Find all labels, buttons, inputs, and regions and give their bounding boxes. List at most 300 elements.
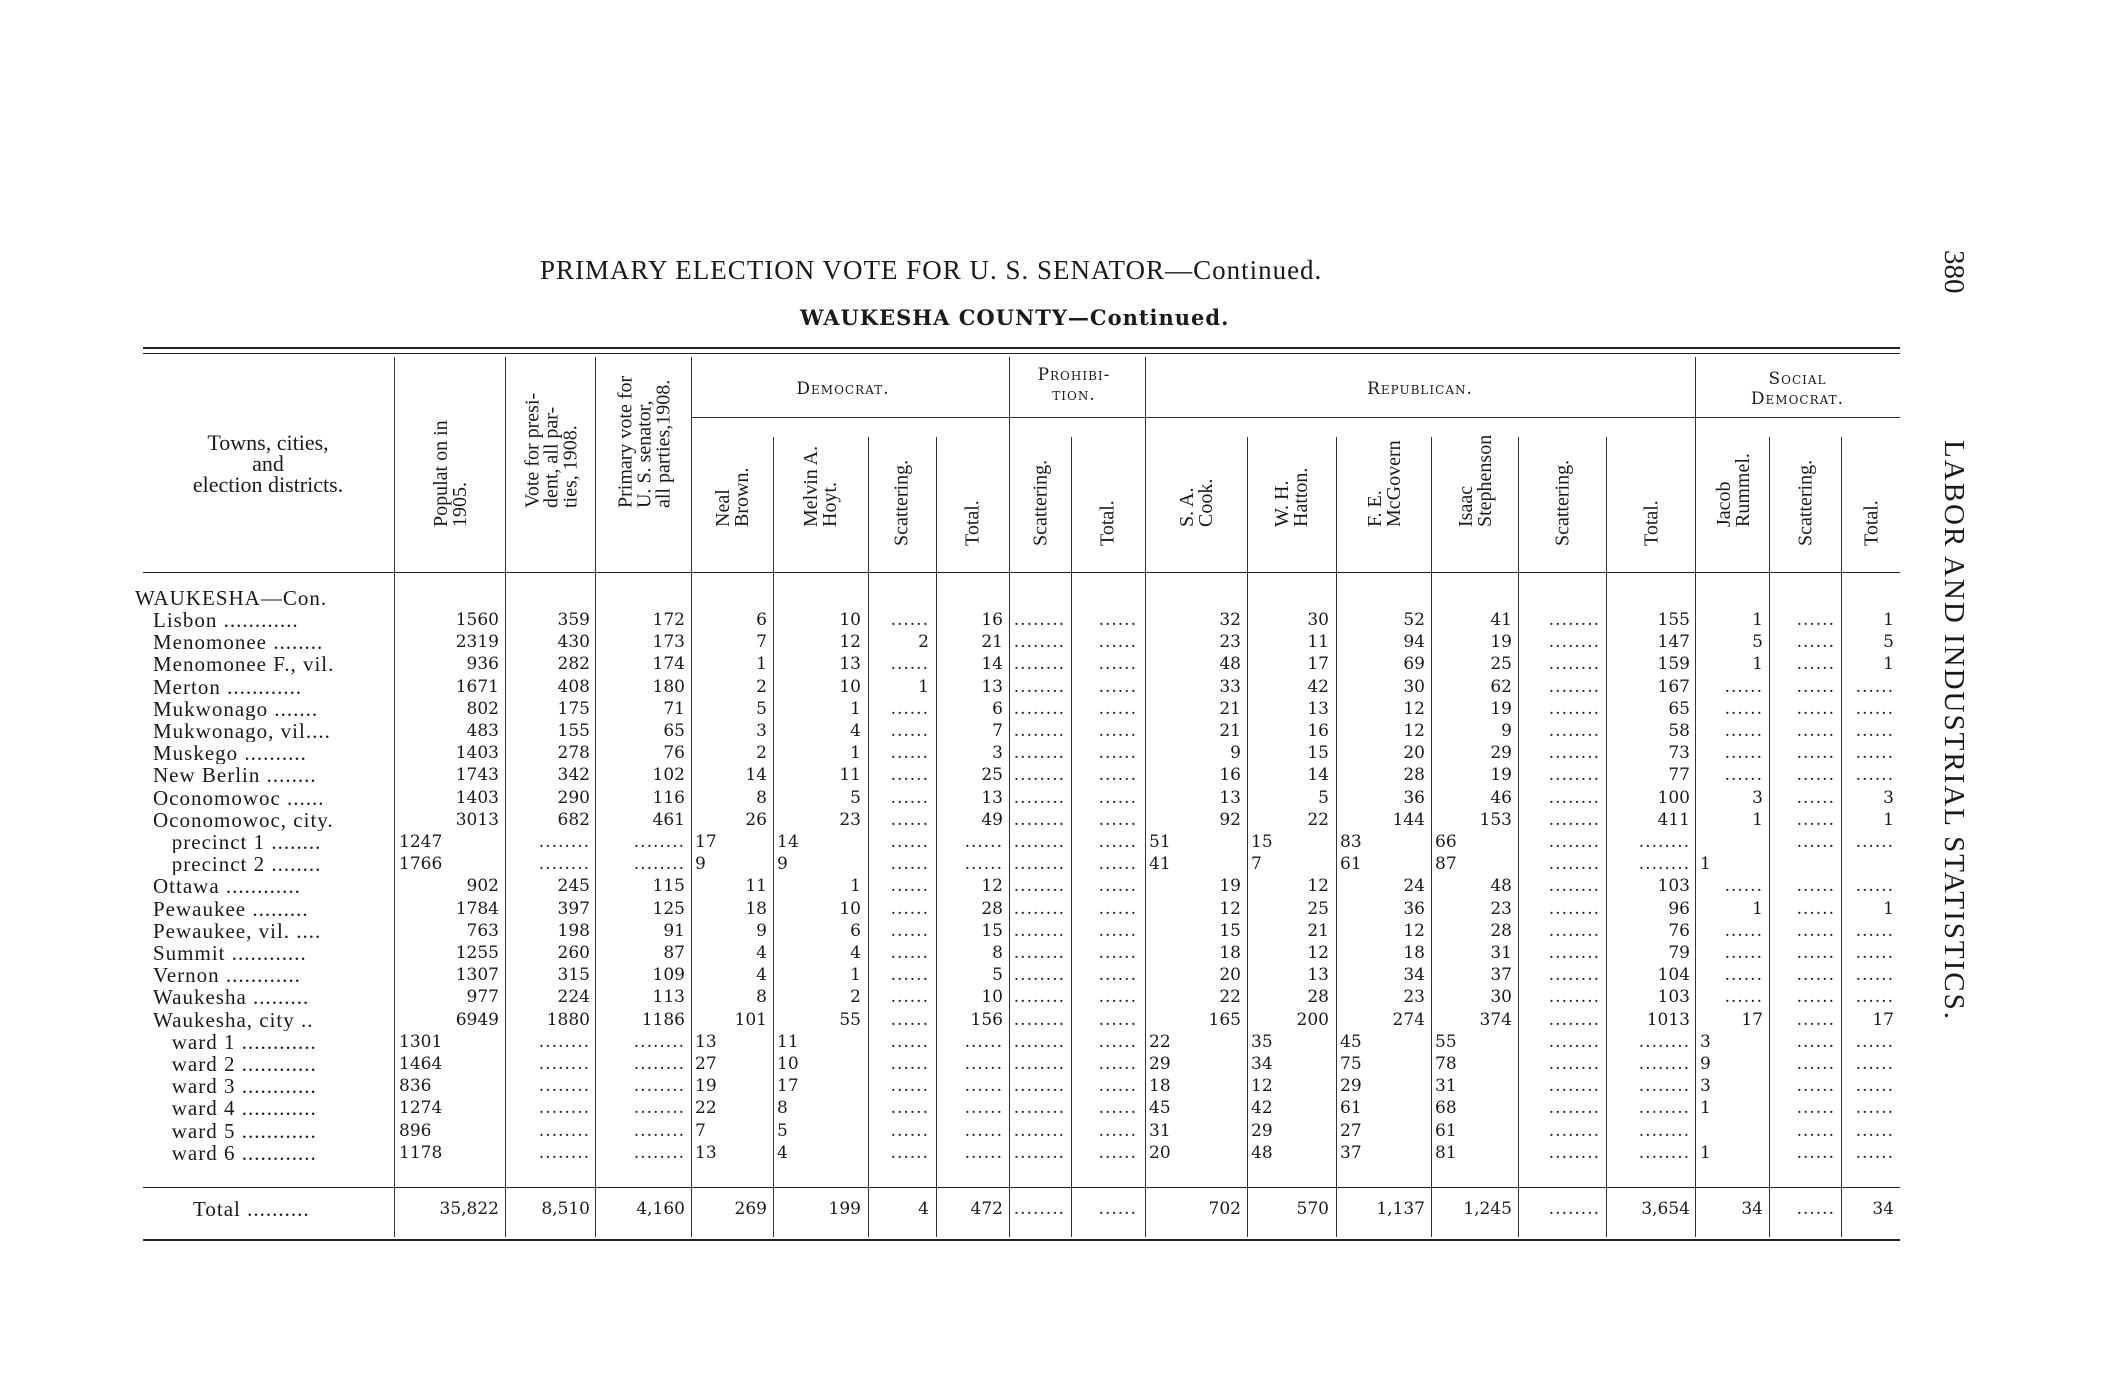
cell-r_sc: ........: [1548, 987, 1600, 1008]
cell-d_tot: 6: [992, 698, 1003, 719]
cell-mcg: 20: [1403, 743, 1425, 764]
cell-hatton: 22: [1307, 809, 1329, 830]
column-header: [1771, 422, 1841, 569]
cell-p_tot: ......: [1098, 1054, 1137, 1074]
cell-hatton: 29: [1251, 1120, 1273, 1141]
cell-r_tot: 76: [1668, 920, 1690, 941]
cell-p_sc: ........: [1013, 676, 1065, 697]
cell-pop: 1247: [399, 832, 443, 852]
cell-s_sc: ......: [1796, 765, 1835, 786]
cell-r_sc: ........: [1548, 721, 1600, 741]
cell-rummel: 1: [1752, 610, 1763, 630]
cell-steph: 41: [1490, 610, 1512, 630]
cell-d_tot: ......: [964, 1076, 1003, 1097]
column-header: [507, 367, 596, 569]
cell-pop: 1464: [399, 1054, 443, 1074]
cell-pres: ........: [538, 1031, 590, 1052]
cell-hoyt: 1: [850, 876, 861, 897]
cell-brown: 13: [695, 1142, 717, 1163]
column-header-label: Isaac Stephenson: [1454, 434, 1496, 527]
district-name: Pewaukee, vil. ....: [153, 919, 322, 942]
cell-steph: 37: [1490, 965, 1512, 986]
cell-d_sc: ......: [890, 743, 929, 764]
column-header: [693, 422, 773, 569]
column-header: [1249, 422, 1335, 569]
cell-p_tot: ......: [1098, 809, 1137, 830]
cell-pop: 1178: [399, 1142, 443, 1163]
cell-mcg: 12: [1403, 698, 1425, 719]
cell-r_sc: ........: [1548, 632, 1600, 653]
cell-r_tot: ........: [1638, 832, 1690, 852]
cell-r_tot: 3,654: [1641, 1199, 1690, 1219]
cell-brown: 8: [756, 987, 767, 1008]
cell-p_tot: ......: [1098, 1142, 1137, 1163]
cell-mcg: 45: [1340, 1031, 1362, 1052]
district-name: ward 3 ............: [153, 1075, 317, 1098]
cell-steph: 19: [1490, 632, 1512, 653]
table-top-rule: [143, 347, 1900, 349]
cell-d_tot: 5: [992, 965, 1003, 986]
cell-hoyt: 10: [839, 676, 861, 697]
cell-pres: ........: [538, 832, 590, 852]
cell-r_tot: 79: [1668, 943, 1690, 963]
cell-s_sc: ......: [1796, 1120, 1835, 1141]
cell-r_tot: ........: [1638, 1031, 1690, 1052]
cell-cook: 18: [1219, 943, 1241, 963]
cell-cook: 19: [1219, 876, 1241, 897]
table-row: [143, 653, 1900, 675]
cell-hoyt: 14: [777, 832, 799, 852]
cell-mcg: 34: [1403, 965, 1425, 986]
cell-mcg: 94: [1403, 632, 1425, 653]
cell-mcg: 83: [1340, 832, 1362, 852]
cell-prim: 76: [663, 743, 685, 764]
cell-brown: 269: [734, 1199, 767, 1219]
cell-p_tot: ......: [1098, 610, 1137, 630]
cell-hatton: 12: [1307, 943, 1329, 963]
cell-s_tot: ......: [1855, 920, 1894, 941]
cell-pop: 977: [466, 987, 499, 1008]
cell-r_sc: ........: [1548, 610, 1600, 630]
cell-rummel: 3: [1700, 1031, 1711, 1052]
cell-brown: 4: [756, 943, 767, 963]
table-row: [143, 1075, 1900, 1097]
cell-hoyt: 23: [839, 809, 861, 830]
column-header-label: Neal Brown.: [712, 467, 753, 527]
cell-d_sc: ......: [890, 610, 929, 630]
cell-p_sc: ........: [1013, 1098, 1065, 1119]
column-header: [1843, 422, 1900, 569]
cell-pres: 245: [557, 876, 590, 897]
district-name: Oconomowoc, city.: [153, 808, 334, 831]
cell-prim: 91: [663, 920, 685, 941]
cell-r_sc: ........: [1548, 876, 1600, 897]
cell-prim: ........: [633, 1031, 685, 1052]
district-name: ward 1 ............: [153, 1030, 317, 1053]
cell-r_sc: ........: [1548, 698, 1600, 719]
cell-hatton: 48: [1251, 1142, 1273, 1163]
cell-pres: ........: [538, 1142, 590, 1163]
cell-p_sc: ........: [1013, 876, 1065, 897]
cell-s_sc: ......: [1796, 876, 1835, 897]
cell-pres: ........: [538, 854, 590, 875]
cell-p_sc: ........: [1013, 632, 1065, 653]
cell-p_tot: ......: [1098, 876, 1137, 897]
table-row: [143, 742, 1900, 764]
cell-pres: 260: [557, 943, 590, 963]
cell-rummel: 1: [1752, 898, 1763, 919]
cell-steph: 9: [1501, 721, 1512, 741]
cell-p_tot: ......: [1098, 787, 1137, 808]
cell-brown: 9: [695, 854, 706, 875]
cell-d_sc: ......: [890, 809, 929, 830]
cell-d_sc: ......: [890, 965, 929, 986]
cell-hatton: 7: [1251, 854, 1262, 875]
county-label: WAUKESHA—Con.: [135, 587, 328, 609]
district-name: New Berlin ........: [153, 764, 317, 787]
cell-d_tot: 12: [981, 876, 1003, 897]
cell-hoyt: 4: [777, 1142, 788, 1163]
cell-d_sc: ......: [890, 832, 929, 852]
cell-r_sc: ........: [1548, 920, 1600, 941]
cell-hatton: 12: [1251, 1076, 1273, 1097]
cell-brown: 7: [695, 1120, 706, 1141]
cell-r_tot: 96: [1668, 898, 1690, 919]
cell-pres: ........: [538, 1076, 590, 1097]
group-underline: [1009, 417, 1145, 418]
cell-d_sc: ......: [890, 920, 929, 941]
cell-cook: 22: [1219, 987, 1241, 1008]
cell-mcg: 69: [1403, 654, 1425, 675]
group-underline: [1145, 417, 1695, 418]
cell-s_tot: 17: [1872, 1009, 1894, 1030]
cell-pres: 290: [557, 787, 590, 808]
cell-pop: 483: [466, 721, 499, 741]
cell-d_sc: ......: [890, 1009, 929, 1030]
cell-s_sc: [1771, 853, 1835, 875]
cell-p_tot: ......: [1098, 765, 1137, 786]
cell-p_sc: ........: [1013, 1199, 1065, 1219]
column-header: [1433, 422, 1518, 569]
column-header: [1608, 422, 1696, 569]
cell-pop: 1766: [399, 854, 443, 875]
cell-s_sc: ......: [1796, 943, 1835, 963]
table-row: [143, 809, 1900, 831]
cell-p_tot: ......: [1098, 1076, 1137, 1097]
cell-d_sc: ......: [890, 898, 929, 919]
page-number: 380: [1938, 250, 1970, 294]
cell-s_sc: ......: [1796, 1098, 1835, 1119]
cell-r_sc: ........: [1548, 1199, 1600, 1219]
cell-s_sc: ......: [1796, 987, 1835, 1008]
cell-rummel: 1: [1700, 1098, 1711, 1119]
cell-hatton: 42: [1307, 676, 1329, 697]
cell-p_tot: ......: [1098, 920, 1137, 941]
cell-r_tot: ........: [1638, 1098, 1690, 1119]
column-header-label: Primary vote for U. S. senator, all parties,1908.: [614, 375, 674, 508]
cell-mcg: 37: [1340, 1142, 1362, 1163]
cell-p_sc: ........: [1013, 1120, 1065, 1141]
cell-pop: 763: [466, 920, 499, 941]
cell-r_tot: 103: [1657, 876, 1690, 897]
cell-d_sc: ......: [890, 1031, 929, 1052]
district-name: precinct 2 ........: [153, 853, 322, 876]
cell-p_sc: ........: [1013, 765, 1065, 786]
cell-p_sc: ........: [1013, 698, 1065, 719]
cell-prim: ........: [633, 1076, 685, 1097]
cell-d_sc: ......: [890, 1076, 929, 1097]
cell-cook: 702: [1208, 1199, 1241, 1219]
district-name: Waukesha .........: [153, 986, 310, 1009]
cell-s_tot: ......: [1855, 1054, 1894, 1074]
cell-d_sc: ......: [890, 698, 929, 719]
table-row: [143, 1097, 1900, 1119]
district-name: Ottawa ............: [153, 875, 301, 898]
cell-pres: 1880: [546, 1009, 590, 1030]
cell-hoyt: 11: [777, 1031, 799, 1052]
cell-rummel: ......: [1724, 987, 1763, 1008]
cell-rummel: 3: [1752, 787, 1763, 808]
cell-s_tot: ......: [1855, 987, 1894, 1008]
district-name: Waukesha, city ..: [153, 1008, 314, 1031]
cell-p_tot: ......: [1098, 854, 1137, 875]
cell-d_tot: 15: [981, 920, 1003, 941]
cell-s_sc: ......: [1796, 832, 1835, 852]
column-header-label: Total.: [961, 500, 984, 546]
cell-s_tot: ......: [1855, 1098, 1894, 1119]
cell-brown: 11: [745, 876, 767, 897]
cell-r_sc: ........: [1548, 1009, 1600, 1030]
cell-d_tot: ......: [964, 1098, 1003, 1119]
cell-d_tot: 7: [992, 721, 1003, 741]
cell-mcg: 28: [1403, 765, 1425, 786]
cell-r_tot: ........: [1638, 1076, 1690, 1097]
cell-pop: 35,822: [439, 1199, 499, 1219]
table-row: [143, 764, 1900, 786]
cell-cook: 33: [1219, 676, 1241, 697]
cell-s_sc: ......: [1796, 1031, 1835, 1052]
cell-rummel: 3: [1700, 1076, 1711, 1097]
cell-steph: 87: [1435, 854, 1457, 875]
cell-cook: 21: [1219, 698, 1241, 719]
cell-p_tot: ......: [1098, 1120, 1137, 1141]
cell-cook: 51: [1149, 832, 1171, 852]
cell-s_tot: ......: [1855, 1142, 1894, 1163]
cell-pop: 1784: [455, 898, 499, 919]
cell-hatton: 42: [1251, 1098, 1273, 1119]
column-header-label: Scattering.: [890, 459, 913, 546]
cell-mcg: 61: [1340, 1098, 1362, 1119]
cell-d_sc: ......: [890, 1142, 929, 1163]
cell-rummel: [1700, 831, 1765, 853]
district-name: Merton ............: [153, 675, 303, 698]
cell-pres: 342: [557, 765, 590, 786]
cell-cook: 18: [1149, 1076, 1171, 1097]
cell-d_tot: 3: [992, 743, 1003, 764]
cell-hoyt: 8: [777, 1098, 788, 1119]
cell-hatton: 5: [1318, 787, 1329, 808]
cell-hoyt: 1: [850, 965, 861, 986]
cell-d_sc: ......: [890, 787, 929, 808]
cell-brown: 14: [745, 765, 767, 786]
cell-s_tot: ......: [1855, 832, 1894, 852]
cell-steph: 31: [1435, 1076, 1457, 1097]
table-row: [143, 875, 1900, 897]
column-header: [937, 422, 1009, 569]
table-row: [143, 631, 1900, 653]
cell-pop: 802: [466, 698, 499, 719]
cell-pop: 3013: [455, 809, 499, 830]
cell-steph: 1,245: [1463, 1199, 1512, 1219]
cell-s_sc: ......: [1796, 1054, 1835, 1074]
cell-mcg: 18: [1403, 943, 1425, 963]
cell-prim: 4,160: [636, 1199, 685, 1219]
cell-mcg: 61: [1340, 854, 1362, 875]
cell-hatton: 14: [1307, 765, 1329, 786]
cell-s_tot: ......: [1855, 1120, 1894, 1141]
cell-steph: 62: [1490, 676, 1512, 697]
cell-pop: 1560: [455, 610, 499, 630]
cell-r_sc: ........: [1548, 965, 1600, 986]
cell-hoyt: 5: [850, 787, 861, 808]
table-row: [143, 853, 1900, 875]
district-name: ward 4 ............: [153, 1097, 317, 1120]
cell-p_sc: ........: [1013, 721, 1065, 741]
column-header-label: S. A. Cook.: [1176, 478, 1217, 527]
cell-rummel: ......: [1724, 765, 1763, 786]
cell-hoyt: 13: [839, 654, 861, 675]
cell-hatton: 15: [1307, 743, 1329, 764]
cell-rummel: 34: [1741, 1199, 1763, 1219]
cell-prim: 109: [652, 965, 685, 986]
cell-rummel: ......: [1724, 721, 1763, 741]
cell-prim: ........: [633, 1120, 685, 1141]
cell-r_tot: 65: [1668, 698, 1690, 719]
cell-pop: 1403: [455, 743, 499, 764]
cell-pres: 278: [557, 743, 590, 764]
cell-hatton: 28: [1307, 987, 1329, 1008]
cell-cook: 41: [1149, 854, 1171, 875]
cell-pres: 8,510: [541, 1199, 590, 1219]
table-row: [143, 1142, 1900, 1164]
cell-s_tot: ......: [1855, 676, 1894, 697]
cell-cook: 31: [1149, 1120, 1171, 1141]
cell-hoyt: 10: [839, 898, 861, 919]
cell-d_tot: 472: [970, 1199, 1003, 1219]
district-name: Summit ............: [153, 942, 307, 964]
cell-mcg: 274: [1392, 1009, 1425, 1030]
cell-r_sc: ........: [1548, 854, 1600, 875]
cell-hoyt: 2: [850, 987, 861, 1008]
cell-rummel: ......: [1724, 943, 1763, 963]
cell-s_sc: ......: [1796, 676, 1835, 697]
cell-d_sc: 1: [918, 676, 929, 697]
cell-r_sc: ........: [1548, 1142, 1600, 1163]
cell-d_sc: ......: [890, 943, 929, 963]
cell-cook: 9: [1230, 743, 1241, 764]
cell-cook: 48: [1219, 654, 1241, 675]
cell-r_tot: 167: [1657, 676, 1690, 697]
cell-p_tot: ......: [1098, 698, 1137, 719]
cell-mcg: 27: [1340, 1120, 1362, 1141]
cell-steph: 29: [1490, 743, 1512, 764]
cell-rummel: 1: [1752, 654, 1763, 675]
cell-r_tot: 411: [1657, 809, 1690, 830]
cell-hoyt: 1: [850, 698, 861, 719]
cell-p_tot: ......: [1098, 1098, 1137, 1119]
cell-pres: ........: [538, 1098, 590, 1119]
total-row: [143, 1198, 1900, 1220]
cell-s_sc: ......: [1796, 698, 1835, 719]
cell-steph: 19: [1490, 698, 1512, 719]
cell-p_sc: ........: [1013, 610, 1065, 630]
cell-d_tot: ......: [964, 1120, 1003, 1141]
cell-s_sc: ......: [1796, 743, 1835, 764]
cell-r_tot: ........: [1638, 854, 1690, 875]
column-header: [1073, 422, 1143, 569]
cell-r_sc: ........: [1548, 1076, 1600, 1097]
table-bottom-rule: [143, 1239, 1900, 1241]
cell-p_sc: ........: [1013, 1054, 1065, 1074]
table-row: [143, 964, 1900, 986]
column-header: [1520, 422, 1606, 569]
cell-steph: 374: [1479, 1009, 1512, 1030]
cell-brown: 5: [756, 698, 767, 719]
cell-p_sc: ........: [1013, 1009, 1065, 1030]
cell-s_sc: ......: [1796, 809, 1835, 830]
column-header: [1338, 422, 1431, 569]
cell-pop: 896: [399, 1120, 432, 1141]
cell-cook: 16: [1219, 765, 1241, 786]
cell-p_sc: ........: [1013, 654, 1065, 675]
cell-pres: 224: [557, 987, 590, 1008]
cell-steph: 66: [1435, 832, 1457, 852]
cell-brown: 9: [756, 920, 767, 941]
district-name: Pewaukee .........: [153, 897, 309, 920]
column-header: [1147, 422, 1247, 569]
cell-hatton: 15: [1251, 832, 1273, 852]
table-row: [143, 1009, 1900, 1031]
group-republican: Republican.: [1367, 379, 1473, 399]
cell-prim: 71: [663, 698, 685, 719]
cell-s_tot: ......: [1855, 743, 1894, 764]
cell-hoyt: 6: [850, 920, 861, 941]
cell-s_tot: ......: [1855, 721, 1894, 741]
cell-pop: 1301: [399, 1031, 443, 1052]
cell-p_tot: ......: [1098, 965, 1137, 986]
cell-pop: 1307: [455, 965, 499, 986]
cell-r_sc: ........: [1548, 787, 1600, 808]
cell-rummel: 5: [1752, 632, 1763, 653]
cell-d_sc: ......: [890, 654, 929, 675]
cell-d_sc: ......: [890, 765, 929, 786]
cell-steph: 23: [1490, 898, 1512, 919]
cell-d_tot: 13: [981, 787, 1003, 808]
cell-d_tot: ......: [964, 832, 1003, 852]
cell-s_tot: 1: [1883, 809, 1894, 830]
cell-s_tot: ......: [1855, 1076, 1894, 1097]
column-header-label: Melvin A. Hoyt.: [800, 445, 841, 527]
cell-cook: 23: [1219, 632, 1241, 653]
cell-s_tot: 5: [1883, 632, 1894, 653]
cell-rummel: ......: [1724, 676, 1763, 697]
cell-r_sc: ........: [1548, 898, 1600, 919]
cell-brown: 6: [756, 610, 767, 630]
cell-hoyt: 9: [777, 854, 788, 875]
cell-brown: 2: [756, 743, 767, 764]
cell-p_tot: ......: [1098, 632, 1137, 653]
cell-brown: 8: [756, 787, 767, 808]
